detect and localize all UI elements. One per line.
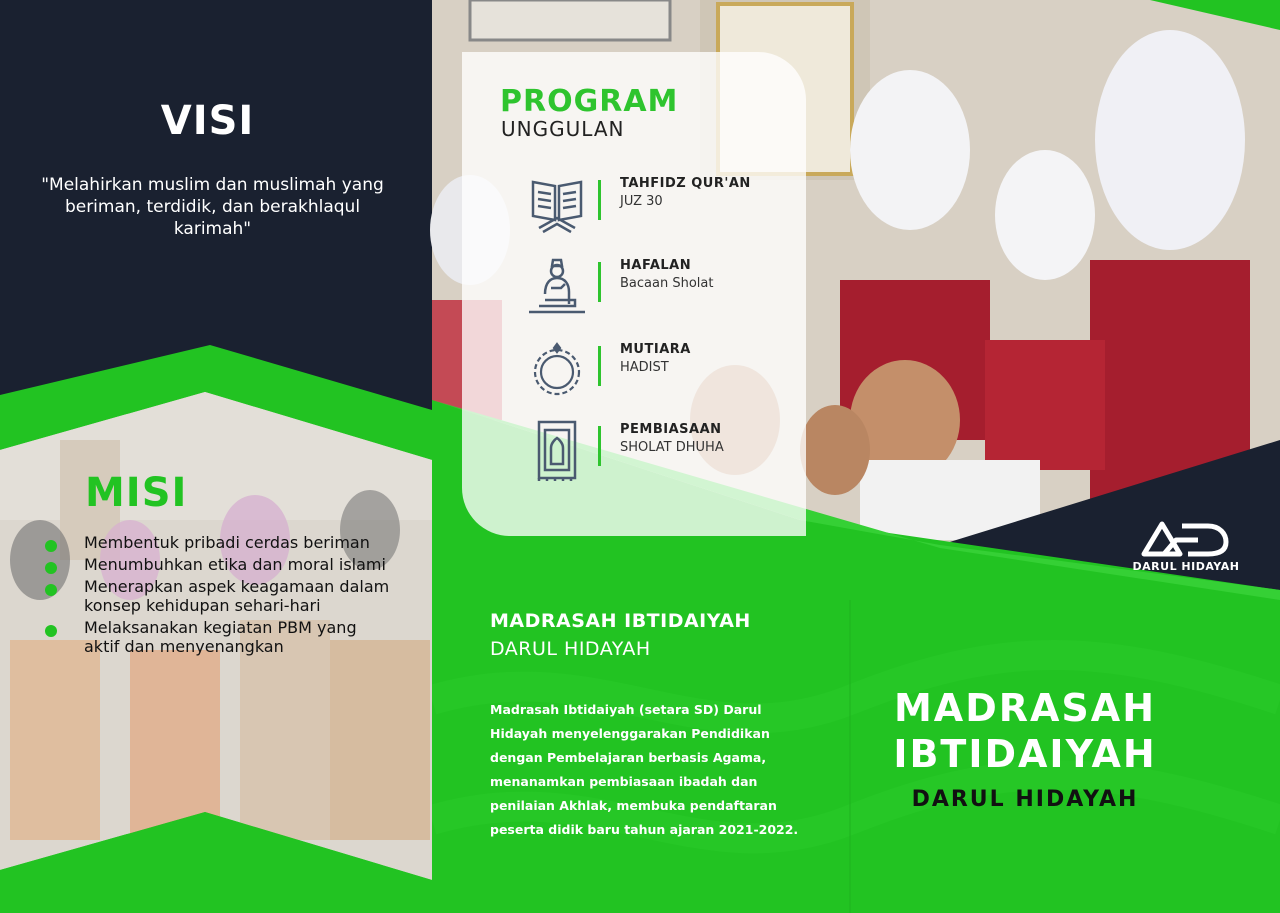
cover-title-line2: IBTIDAIYAH	[893, 732, 1157, 776]
program-desc: Bacaan Sholat	[620, 276, 714, 291]
program-desc: HADIST	[620, 360, 669, 375]
program-desc: SHOLAT DHUHA	[620, 440, 724, 455]
school-description: Madrasah Ibtidaiyah (setara SD) Darul Hidayah menyelenggarakan Pendidikan dengan Pembelajaran berbasis Agama, menanamkan pembiasaan ibadah dan penilaian Akhlak, membuka pendaftaran peserta didik baru tahun ajaran 2021-2022.	[490, 702, 799, 837]
bullet-icon	[45, 625, 57, 637]
program-name: TAHFIDZ QUR'AN	[620, 176, 751, 191]
visi-title: VISI	[160, 98, 255, 144]
program-divider	[598, 180, 601, 220]
program-item	[520, 334, 800, 408]
quran-book-icon	[525, 172, 589, 236]
program-subtitle: UNGGULAN	[501, 117, 625, 141]
program-name: HAFALAN	[620, 258, 692, 273]
program-name: MUTIARA	[620, 342, 691, 357]
cover-title	[850, 685, 1200, 777]
misi-item-text: Melaksanakan kegiatan PBM yang aktif dan menyenangkan	[84, 618, 357, 656]
school-subtitle: DARUL HIDAYAH	[490, 638, 651, 660]
cover-subtitle: DARUL HIDAYAH	[911, 787, 1139, 812]
misi-item	[40, 533, 390, 552]
misi-item-text: Membentuk pribadi cerdas beriman	[84, 533, 370, 552]
program-desc: JUZ 30	[620, 194, 663, 209]
program-item	[520, 168, 800, 242]
logo-text: DARUL HIDAYAH	[1132, 560, 1240, 573]
misi-item-text: Menumbuhkan etika dan moral islami	[84, 555, 386, 574]
visi-text: "Melahirkan muslim dan muslimah yang beriman, terdidik, dan berakhlaqul karimah"	[41, 175, 384, 239]
program-item	[520, 414, 800, 488]
program-title: PROGRAM	[500, 84, 679, 119]
misi-item	[40, 618, 390, 656]
program-item	[520, 250, 800, 324]
misi-list	[40, 533, 390, 659]
program-name: PEMBIASAAN	[620, 422, 722, 437]
school-title: MADRASAH IBTIDAIYAH	[490, 610, 751, 632]
misi-item	[40, 577, 390, 615]
bullet-icon	[45, 562, 57, 574]
program-divider	[598, 262, 601, 302]
prayer-beads-icon	[525, 338, 589, 402]
bullet-icon	[45, 540, 57, 552]
misi-item-text: Menerapkan aspek keagamaan dalam konsep kehidupan sehari-hari	[84, 577, 390, 615]
bullet-icon	[45, 584, 57, 596]
program-divider	[598, 426, 601, 466]
praying-person-icon	[525, 254, 589, 318]
prayer-mat-icon	[525, 418, 589, 482]
misi-item	[40, 555, 390, 574]
misi-title: MISI	[85, 470, 188, 516]
program-divider	[598, 346, 601, 386]
cover-title-line1: MADRASAH	[893, 686, 1157, 730]
